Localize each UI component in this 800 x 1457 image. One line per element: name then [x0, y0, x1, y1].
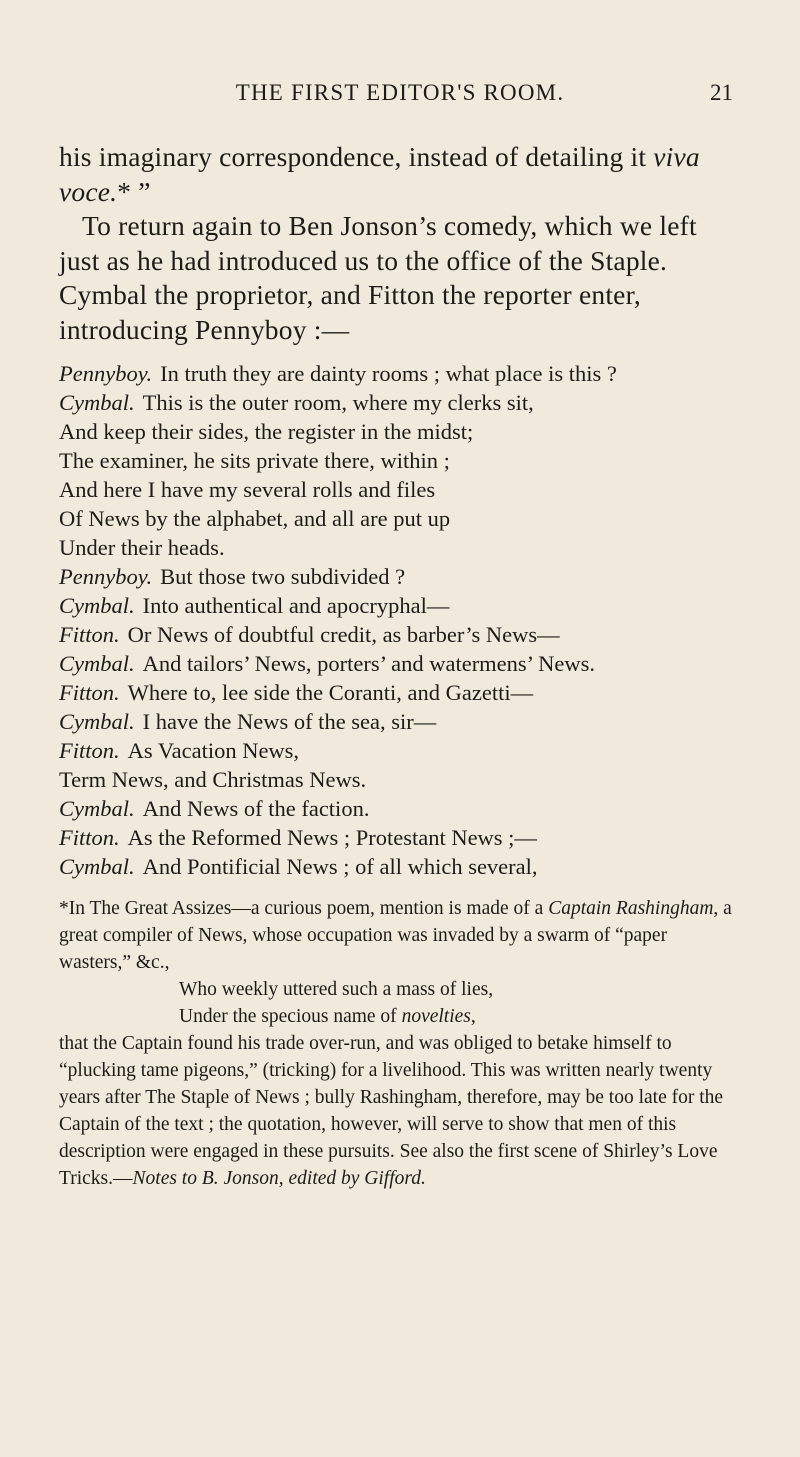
speaker-name: Fitton. — [59, 680, 120, 705]
dialogue-line — [59, 678, 743, 707]
paragraph-continued — [59, 140, 743, 209]
page-body — [59, 140, 743, 1192]
dialogue-line — [59, 533, 743, 562]
dialogue-text: I have the News of the sea, sir— — [142, 709, 437, 734]
dialogue-text: Into authentical and apocryphal— — [142, 593, 450, 618]
speaker-name: Cymbal. — [59, 796, 135, 821]
dialogue-text: And keep their sides, the register in the midst; — [59, 419, 474, 444]
dialogue-text: The examiner, he sits private there, within ; — [59, 448, 450, 473]
dialogue-text: Term News, and Christmas News. — [59, 767, 367, 792]
footnote-text-1: *In The Great Assizes—a curious poem, mention is made of a — [59, 898, 549, 919]
footnote-text-2: , a great compiler of News, whose occupation was invaded by a swarm of “paper wasters,” &c., — [59, 898, 732, 973]
footnote-verse-2b: novelties — [401, 1006, 471, 1027]
running-title: THE FIRST EDITOR'S ROOM. — [235, 80, 565, 105]
paragraph-1-end: * ” — [117, 175, 151, 207]
footnote-body — [59, 1030, 743, 1192]
paragraph-1-italic: viva voce. — [59, 141, 700, 207]
footnote-verse-2 — [59, 1003, 743, 1030]
dialogue-line — [59, 417, 743, 446]
dialogue-line — [59, 591, 743, 620]
dialogue-line — [59, 475, 743, 504]
paragraph-1-text: his imaginary correspondence, instead of detailing it — [59, 141, 654, 172]
footnote-name-italic: Captain Rashingham — [548, 898, 714, 919]
page-number: 21 — [710, 80, 733, 105]
dialogue-line — [59, 562, 743, 591]
speaker-name: Cymbal. — [59, 651, 135, 676]
dialogue-line — [59, 649, 743, 678]
speaker-name: Fitton. — [59, 738, 120, 763]
footnote-verse-2a: Under the specious name of — [179, 1006, 402, 1027]
dialogue-line — [59, 388, 743, 417]
dialogue-text: And here I have my several rolls and files — [59, 477, 436, 502]
dramatic-excerpt — [59, 359, 743, 881]
speaker-name: Cymbal. — [59, 854, 135, 879]
speaker-name: Pennyboy. — [59, 564, 153, 589]
speaker-name: Cymbal. — [59, 593, 135, 618]
speaker-name: Pennyboy. — [59, 361, 153, 386]
footnote-body-text: that the Captain found his trade over-run, and was obliged to betake himself to “plucking tame pigeons,” (tricking) for a livelihood. This was written nearly twenty years after The Staple of News ; bully Rashingham, therefore, may be too late for the Captain of the text ; the quotation, however, will serve to show that men of this description were engaged in these pursuits. See also the first scene of Shirley’s Love Tricks.— — [59, 1033, 724, 1189]
dialogue-text: Or News of doubtful credit, as barber’s News— — [127, 622, 560, 647]
dialogue-line — [59, 707, 743, 736]
dialogue-text: Of News by the alphabet, and all are put up — [59, 506, 451, 531]
speaker-name: Cymbal. — [59, 709, 135, 734]
dialogue-line — [59, 736, 743, 765]
dialogue-line — [59, 504, 743, 533]
dialogue-text: And tailors’ News, porters’ and watermens’ News. — [142, 651, 595, 676]
footnote-verse-1: Who weekly uttered such a mass of lies, — [179, 979, 494, 1000]
dialogue-line — [59, 794, 743, 823]
paragraph-2: To return again to Ben Jonson’s comedy, which we left just as he had introduced us to the office of the Staple. Cymbal the proprietor, and Fitton the reporter enter, introducing Pennyboy :— — [59, 210, 697, 345]
dialogue-line — [59, 765, 743, 794]
footnote-intro — [59, 895, 743, 976]
dialogue-line — [59, 823, 743, 852]
dialogue-line — [59, 359, 743, 388]
speaker-name: Cymbal. — [59, 390, 135, 415]
dialogue-text: Under their heads. — [59, 535, 225, 560]
footnote-citation: Notes to B. Jonson, edited by Gifford. — [132, 1168, 426, 1189]
dialogue-text: In truth they are dainty rooms ; what place is this ? — [160, 361, 617, 386]
dialogue-line — [59, 620, 743, 649]
footnote — [59, 895, 743, 1192]
dialogue-line — [59, 852, 743, 881]
dialogue-line — [59, 446, 743, 475]
dialogue-text: Where to, lee side the Coranti, and Gazetti— — [127, 680, 534, 705]
dialogue-text: But those two subdivided ? — [160, 564, 406, 589]
page-header — [0, 76, 800, 112]
dialogue-text: As the Reformed News ; Protestant News ;— — [127, 825, 537, 850]
dialogue-text: And Pontificial News ; of all which several, — [142, 854, 538, 879]
speaker-name: Fitton. — [59, 622, 120, 647]
footnote-verse-2c: , — [470, 1006, 476, 1027]
dialogue-text: As Vacation News, — [127, 738, 300, 763]
dialogue-text: This is the outer room, where my clerks sit, — [142, 390, 534, 415]
dialogue-text: And News of the faction. — [142, 796, 370, 821]
prose — [59, 140, 743, 347]
speaker-name: Fitton. — [59, 825, 120, 850]
